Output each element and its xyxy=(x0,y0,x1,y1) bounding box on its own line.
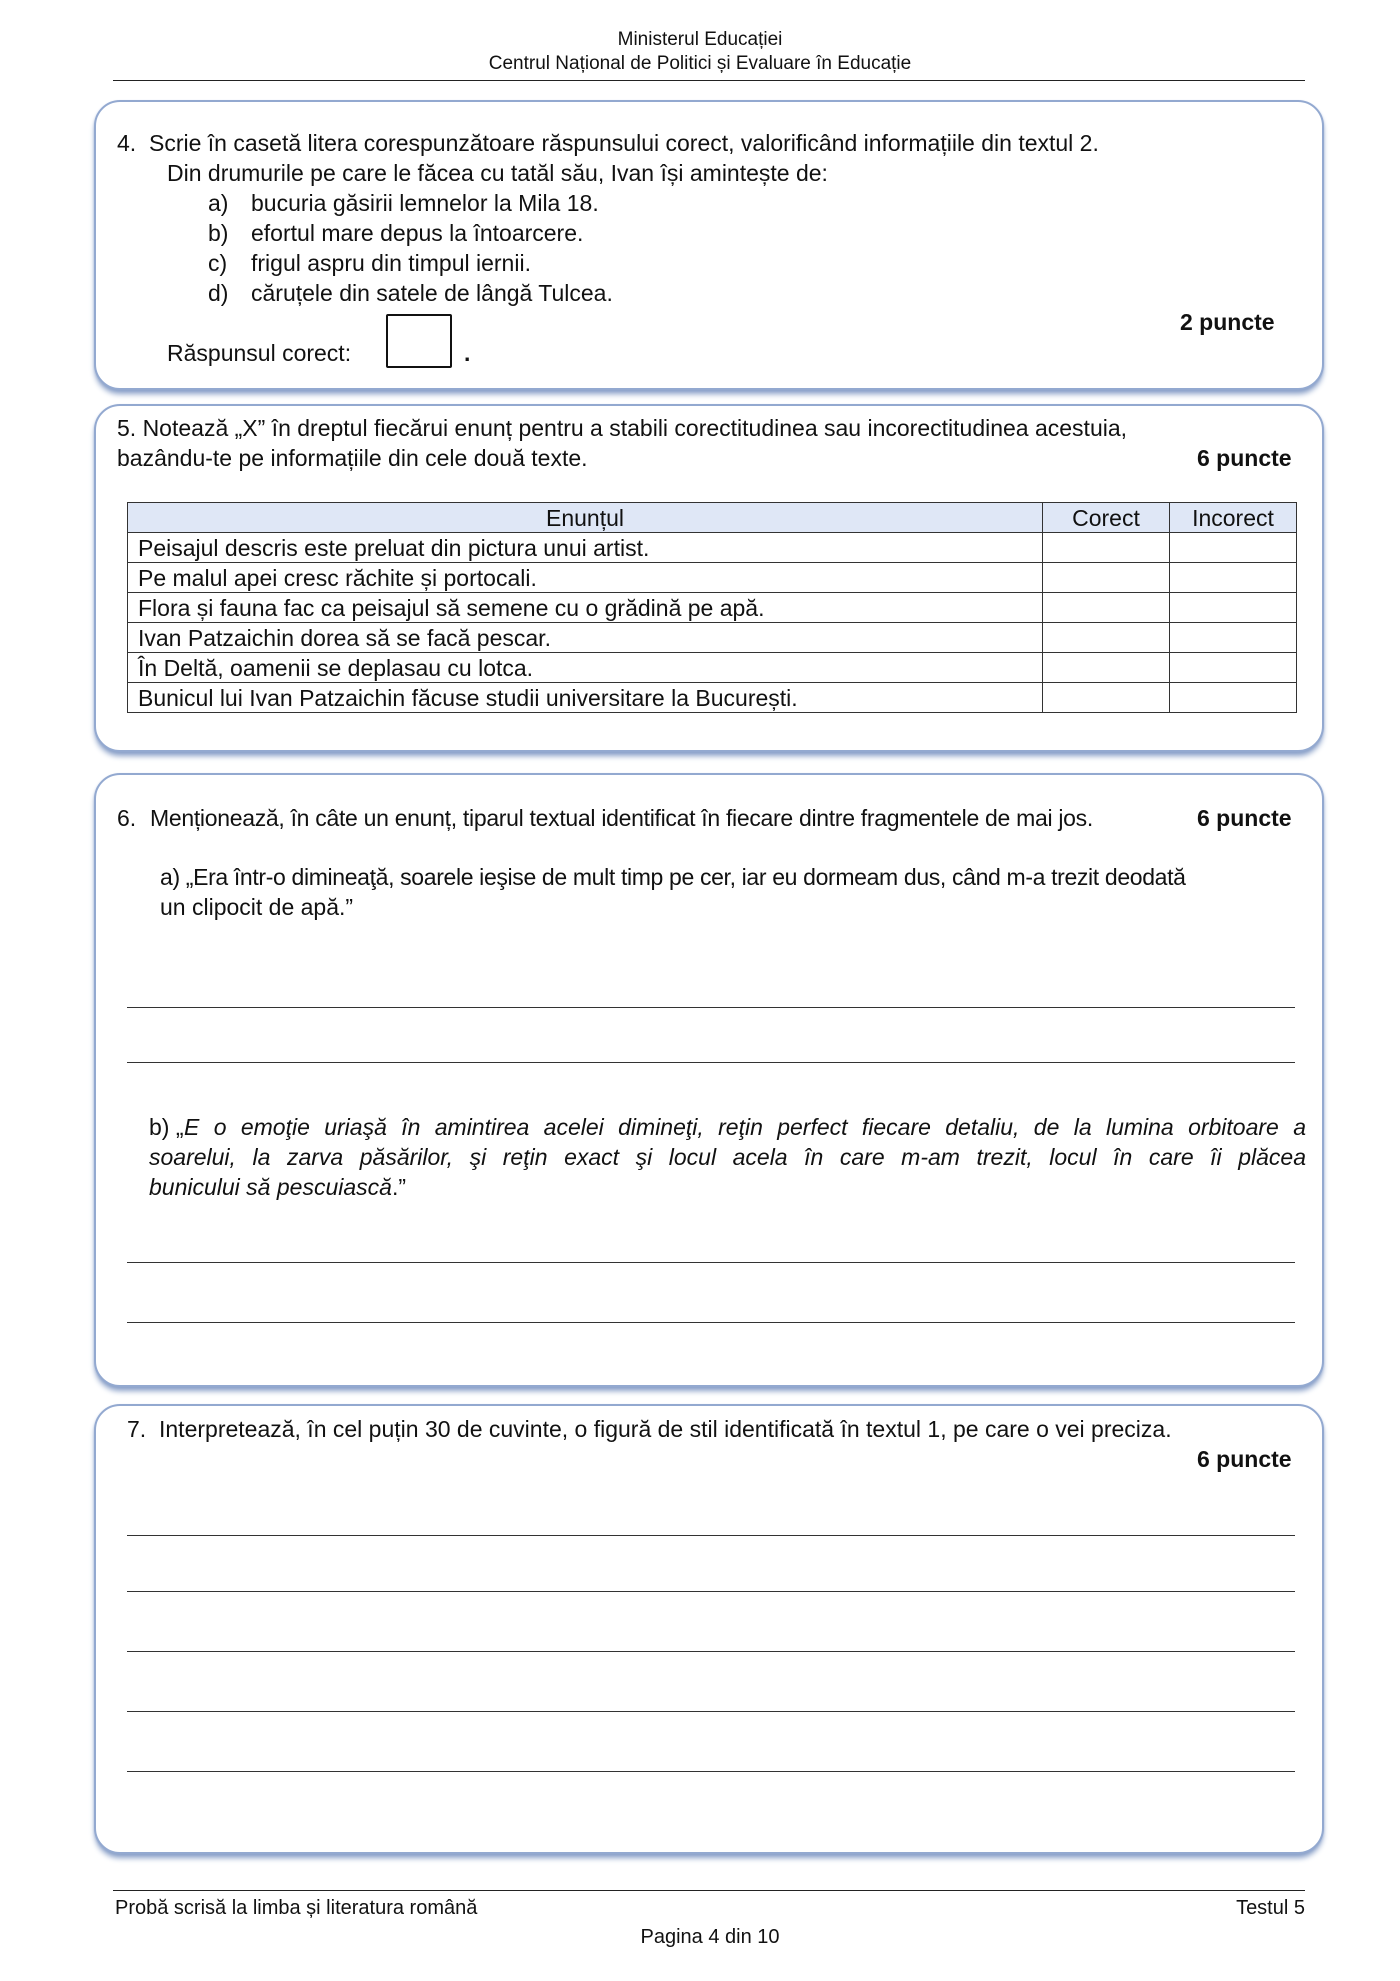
table-row xyxy=(128,683,1297,713)
q4-option-d-letter: d) xyxy=(208,280,229,306)
corect-cell[interactable] xyxy=(1043,653,1170,683)
table-row xyxy=(128,563,1297,593)
question-7-box xyxy=(94,1404,1324,1854)
incorect-cell[interactable] xyxy=(1170,623,1297,653)
q4-prompt: Scrie în casetă litera corespunzătoare răspunsului corect, valorificând informațiile din textul 2. xyxy=(149,130,1099,156)
q6-fragment-b-line2: soarelui, la zarva păsărilor, şi reţin exact şi locul acela în care m-am trezit, locul în care îi plăcea xyxy=(149,1144,1306,1170)
q6-fragment-b-line3: bunicului să pescuiască xyxy=(149,1174,392,1200)
corect-cell[interactable] xyxy=(1043,683,1170,713)
table-header-row xyxy=(128,503,1297,533)
q6-number: 6. xyxy=(117,805,137,831)
q4-option-a-letter: a) xyxy=(208,190,229,216)
q5-prompt-line2: bazându-te pe informațiile din cele două texte. xyxy=(117,445,588,471)
q4-answer-box[interactable] xyxy=(386,314,452,368)
corect-cell[interactable] xyxy=(1043,563,1170,593)
q4-answer-dot: . xyxy=(464,340,471,366)
incorect-cell[interactable] xyxy=(1170,533,1297,563)
footer-subject: Probă scrisă la limba și literatura română xyxy=(115,1897,478,1919)
answer-line[interactable] xyxy=(127,1322,1295,1323)
header-center: Centrul Național de Politici și Evaluare în Educație xyxy=(488,53,912,74)
answer-line[interactable] xyxy=(127,1535,1295,1536)
q5-points: 6 puncte xyxy=(1197,445,1292,471)
q6-fragment-b-suffix: .” xyxy=(391,1174,406,1200)
statement-cell: Flora și fauna fac ca peisajul să semene cu o grădină pe apă. xyxy=(128,593,1043,623)
header-ministry: Ministerul Educației xyxy=(617,29,783,50)
q6-points: 6 puncte xyxy=(1197,805,1292,831)
q4-option-c-letter: c) xyxy=(208,250,228,276)
statement-cell: Peisajul descris este preluat din pictura unui artist. xyxy=(128,533,1043,563)
q4-points: 2 puncte xyxy=(1180,309,1275,335)
incorect-cell[interactable] xyxy=(1170,593,1297,623)
q4-stem: Din drumurile pe care le făcea cu tatăl său, Ivan își amintește de: xyxy=(167,160,828,186)
q4-option-a-text: bucuria găsirii lemnelor la Mila 18. xyxy=(251,190,599,216)
answer-line[interactable] xyxy=(127,1771,1295,1772)
q4-number: 4. xyxy=(117,130,137,156)
answer-line[interactable] xyxy=(127,1651,1295,1652)
answer-line[interactable] xyxy=(127,1007,1295,1008)
table-row xyxy=(128,593,1297,623)
answer-line[interactable] xyxy=(127,1062,1295,1063)
incorect-cell[interactable] xyxy=(1170,653,1297,683)
statement-cell: În Deltă, oamenii se deplasau cu lotca. xyxy=(128,653,1043,683)
q7-points: 6 puncte xyxy=(1197,1446,1292,1472)
answer-line[interactable] xyxy=(127,1262,1295,1263)
header-rule xyxy=(113,80,1305,81)
answer-line[interactable] xyxy=(127,1591,1295,1592)
col-header-enunt: Enunțul xyxy=(128,503,1043,533)
q6-fragment-a-line1: a) „Era într-o dimineaţă, soarele ieşise de mult timp pe cer, iar eu dormeam dus, când m-a trezit deodată xyxy=(160,864,1186,890)
q5-prompt-line1: 5. Notează „X” în dreptul fiecărui enunț pentru a stabili corectitudinea sau incorectitudinea acestuia, xyxy=(117,415,1128,441)
col-header-corect: Corect xyxy=(1043,503,1170,533)
q6-prompt: Menționează, în câte un enunț, tiparul textual identificat în fiecare dintre fragmentele de mai jos. xyxy=(150,805,1093,831)
answer-line[interactable] xyxy=(127,1711,1295,1712)
incorect-cell[interactable] xyxy=(1170,563,1297,593)
q4-option-d-text: căruțele din satele de lângă Tulcea. xyxy=(251,280,613,306)
corect-cell[interactable] xyxy=(1043,623,1170,653)
q6-fragment-b-prefix: b) „ xyxy=(149,1114,184,1140)
corect-cell[interactable] xyxy=(1043,533,1170,563)
col-header-incorect: Incorect xyxy=(1170,503,1297,533)
statement-cell: Bunicul lui Ivan Patzaichin făcuse studii universitare la București. xyxy=(128,683,1043,713)
corect-cell[interactable] xyxy=(1043,593,1170,623)
q4-option-b-text: efortul mare depus la întoarcere. xyxy=(251,220,584,246)
q4-option-b-letter: b) xyxy=(208,220,229,246)
q4-option-c-text: frigul aspru din timpul iernii. xyxy=(251,250,531,276)
q7-prompt: Interpretează, în cel puțin 30 de cuvinte, o figură de stil identificată în textul 1, pe care o vei preciza. xyxy=(159,1416,1172,1442)
table-row xyxy=(128,653,1297,683)
footer-test-number: Testul 5 xyxy=(1236,1897,1305,1919)
table-row xyxy=(128,623,1297,653)
q7-number: 7. xyxy=(127,1416,147,1442)
q6-fragment-b-line1: E o emoţie uriaşă în amintirea acelei dimineţi, reţin perfect fiecare detaliu, de la lumina orbitoare a xyxy=(184,1114,1306,1140)
incorect-cell[interactable] xyxy=(1170,683,1297,713)
statement-cell: Ivan Patzaichin dorea să se facă pescar. xyxy=(128,623,1043,653)
q4-answer-label: Răspunsul corect: xyxy=(167,340,352,366)
statement-cell: Pe malul apei cresc răchite și portocali. xyxy=(128,563,1043,593)
q6-fragment-a-line2: un clipocit de apă.” xyxy=(160,894,354,920)
table-row xyxy=(128,533,1297,563)
q5-table xyxy=(127,502,1297,713)
footer-page-number: Pagina 4 din 10 xyxy=(640,1926,780,1948)
footer-rule xyxy=(113,1890,1305,1891)
